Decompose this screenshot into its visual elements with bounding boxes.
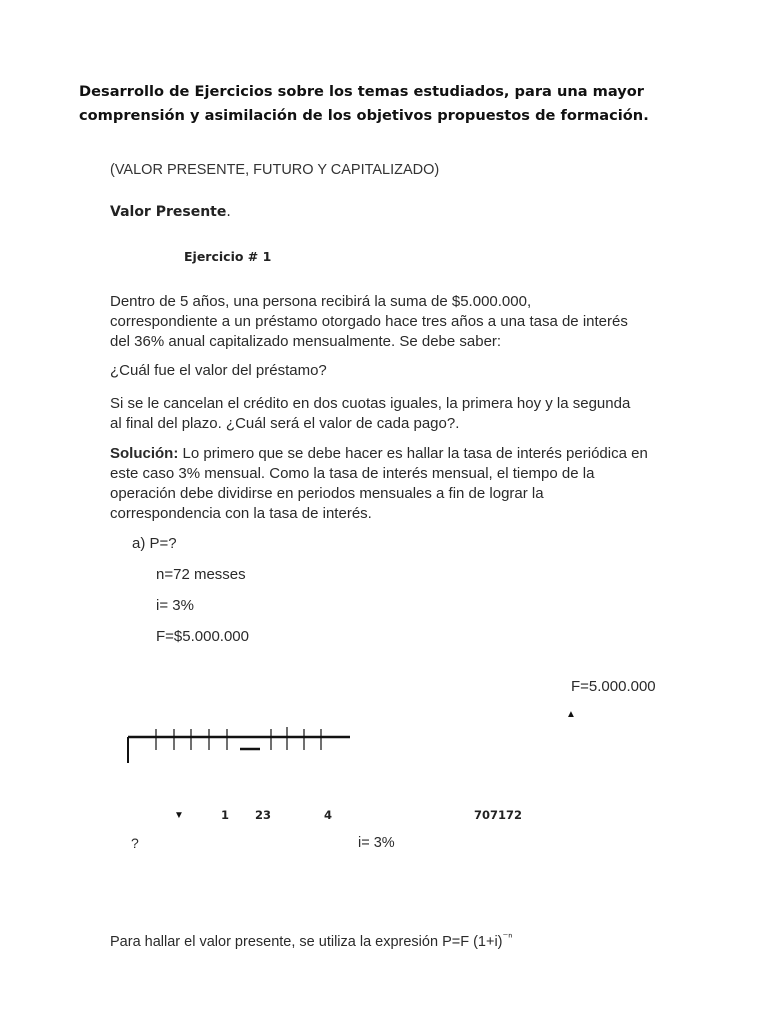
given-a: a) P=? xyxy=(132,535,177,552)
solution-line-3: operación debe dividirse en periodos mensuales a fin de lograr la xyxy=(110,485,544,502)
given-F: F=$5.000.000 xyxy=(156,628,249,645)
rate-label: i= 3% xyxy=(358,835,395,851)
formula-text: Para hallar el valor presente, se utiliza la expresión P=F (1+i) xyxy=(110,933,503,950)
present-value-question: ? xyxy=(131,835,139,851)
future-value-label: F=5.000.000 xyxy=(571,678,656,695)
question-1: ¿Cuál fue el valor del préstamo? xyxy=(110,362,327,379)
problem-line-1: Dentro de 5 años, una persona recibirá la suma de $5.000.000, xyxy=(110,293,532,310)
given-i: i= 3% xyxy=(156,597,194,614)
solution-line-2: este caso 3% mensual. Como la tasa de interés mensual, el tiempo de la xyxy=(110,465,595,482)
exercise-title: Ejercicio # 1 xyxy=(184,249,272,264)
up-arrow-icon: ▲ xyxy=(566,709,576,720)
solution-label: Solución: xyxy=(110,445,179,462)
formula-line xyxy=(110,930,512,950)
problem-line-3: del 36% anual capitalizado mensualmente. Se debe saber: xyxy=(110,333,502,350)
heading-line-2: comprensión y asimilación de los objetivos propuestos de formación. xyxy=(79,107,649,124)
subtitle: (VALOR PRESENTE, FUTURO Y CAPITALIZADO) xyxy=(110,162,440,178)
section-title-period: . xyxy=(226,204,231,220)
tick-label-end: 707172 xyxy=(474,808,523,822)
down-arrow-icon: ▼ xyxy=(174,810,184,821)
tick-label-23: 23 xyxy=(255,808,272,822)
tick-label-4: 4 xyxy=(324,808,333,822)
section-title-text: Valor Presente xyxy=(110,204,227,220)
formula-exponent: ⁻ⁿ xyxy=(502,931,513,943)
solution-line-4: correspondencia con la tasa de interés. xyxy=(110,505,372,522)
given-n: n=72 messes xyxy=(156,566,246,583)
tick-label-1: 1 xyxy=(221,808,230,822)
problem-line-2: correspondiente a un préstamo otorgado hace tres años a una tasa de interés xyxy=(110,313,628,330)
solution-line-1-text: Lo primero que se debe hacer es hallar la tasa de interés periódica en xyxy=(178,445,648,462)
heading-line-1: Desarrollo de Ejercicios sobre los temas estudiados, para una mayor xyxy=(79,83,644,100)
question-2-line-2: al final del plazo. ¿Cuál será el valor de cada pago?. xyxy=(110,415,460,432)
question-2-line-1: Si se le cancelan el crédito en dos cuotas iguales, la primera hoy y la segunda xyxy=(110,395,631,412)
